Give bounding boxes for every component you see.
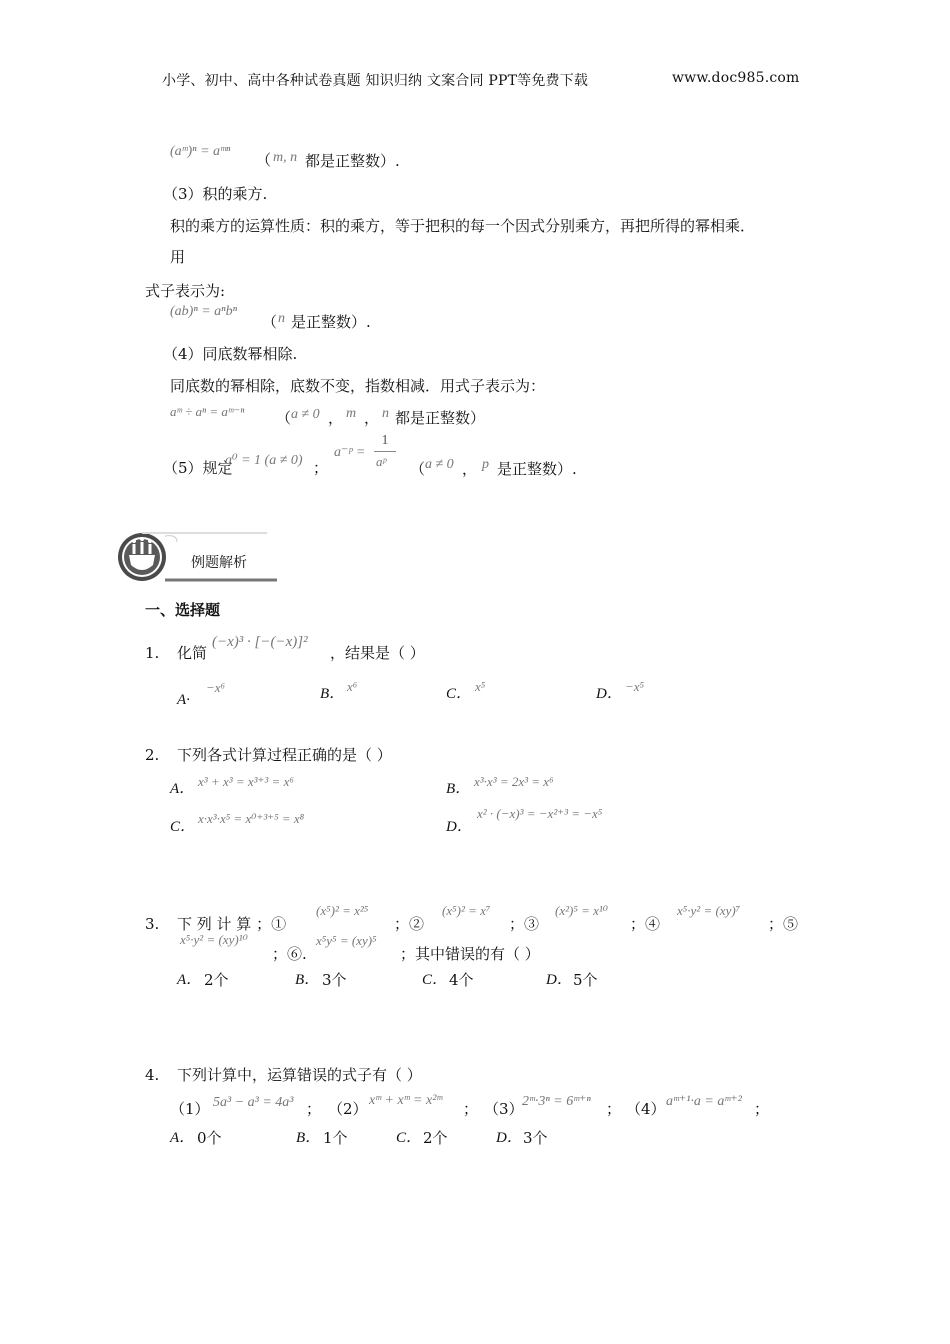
q1-option-d-value[interactable]: −x⁵ — [625, 679, 645, 694]
q4-item-2-label: （2） — [328, 1100, 368, 1118]
q2-option-d-value[interactable]: x² · (−x)³ = −x²⁺³ = −x⁵ — [477, 806, 603, 821]
q4-item-2-expression: xᵐ + xᵐ = x²ᵐ — [369, 1093, 443, 1108]
q1-option-c-value[interactable]: x⁵ — [475, 679, 486, 694]
q1-option-a-value[interactable]: −x⁶ — [206, 680, 226, 695]
product-power-description: 积的乘方的运算性质：积的乘方，等于把积的每一个因式分别乘方，再把所得的幂相乘． — [170, 217, 756, 235]
section-title: 一、选择题 — [145, 601, 221, 619]
q4-item-1-expression: 5a³ − a³ = 4a³ — [213, 1095, 294, 1110]
q3-option-a-letter[interactable]: A． — [177, 972, 202, 988]
division-sep-2: ， — [364, 409, 380, 427]
power-of-power-formula: (aᵐ)ⁿ = aᵐⁿ — [170, 144, 231, 159]
definition-fraction-bar — [374, 451, 396, 452]
q4-item-3-sep: ； — [606, 1100, 622, 1118]
definition-prefix: （5）规定 — [163, 459, 233, 477]
definition-fraction-numerator: 1 — [381, 433, 389, 448]
q1-prompt-suffix: ，结果是（ ） — [330, 644, 425, 662]
q3-sep-4: ；⑤ — [768, 915, 799, 933]
q4-item-3-expression: 2ᵐ·3ⁿ = 6ᵐ⁺ⁿ — [522, 1094, 591, 1109]
division-description: 同底数的幂相除，底数不变，指数相减．用式子表示为： — [170, 377, 546, 395]
q3-sep-2: ；③ — [509, 915, 540, 933]
q2-option-c-letter[interactable]: C． — [170, 819, 196, 835]
power-of-power-note-open: （ — [256, 151, 272, 169]
q2-number: 2. — [145, 746, 160, 764]
q4-option-b-letter[interactable]: B． — [296, 1130, 321, 1146]
header-site-link[interactable]: www.doc985.com — [672, 70, 800, 86]
division-formula: aᵐ ÷ aⁿ = aᵐ⁻ⁿ — [170, 404, 245, 419]
q4-item-1-sep: ； — [306, 1100, 322, 1118]
q1-option-b-value[interactable]: x⁶ — [347, 679, 358, 694]
q3-sep-1: ；② — [394, 915, 425, 933]
definition-cond-text: 是正整数）. — [497, 460, 577, 478]
division-cond-text: 都是正整数） — [395, 409, 486, 427]
q3-option-b-letter[interactable]: B． — [295, 972, 320, 988]
section-badge-label: 例题解析 — [191, 555, 247, 571]
q1-option-b-letter[interactable]: B． — [320, 686, 345, 702]
q3-option-a-value[interactable]: 2个 — [204, 971, 229, 989]
q3-expression-3: (x²)⁵ = x¹⁰ — [555, 903, 608, 918]
q4-number: 4. — [145, 1066, 160, 1084]
product-power-expr-label: 式子表示为: — [145, 282, 226, 300]
division-cond-n: n — [382, 406, 389, 421]
q4-prompt: 下列计算中，运算错误的式子有（ ） — [177, 1066, 422, 1084]
q3-option-c-value[interactable]: 4个 — [449, 971, 474, 989]
q3-expression-6: x⁵y⁵ = (xy)⁵ — [316, 933, 377, 948]
q4-option-d-letter[interactable]: D． — [496, 1130, 522, 1146]
q3-expression-4: x⁵·y² = (xy)⁷ — [677, 903, 741, 918]
q4-item-4-sep: ； — [754, 1100, 770, 1118]
q4-option-c-value[interactable]: 2个 — [423, 1129, 448, 1147]
q4-item-4-expression: aᵐ⁺¹·a = aᵐ⁺² — [666, 1094, 742, 1109]
q3-prompt-suffix: ；其中错误的有（ ） — [400, 945, 540, 963]
q3-expression-1: (x⁵)² = x²⁵ — [316, 903, 369, 918]
q3-number: 3. — [145, 915, 160, 933]
q4-item-1-label: （1） — [170, 1100, 210, 1118]
definition-cond-open: （ — [410, 460, 426, 478]
q2-option-d-letter[interactable]: D． — [446, 819, 472, 835]
q1-number: 1. — [145, 644, 160, 662]
q4-item-4-label: （4） — [626, 1100, 666, 1118]
q1-option-a-letter[interactable]: A· — [177, 692, 190, 708]
q3-option-b-value[interactable]: 3个 — [322, 971, 347, 989]
q3-sep-5: ；⑥. — [272, 945, 307, 963]
product-power-description-tail: 用 — [170, 248, 186, 266]
q4-option-b-value[interactable]: 1个 — [323, 1129, 348, 1147]
product-power-heading: （3）积的乘方. — [163, 185, 268, 203]
q4-option-c-letter[interactable]: C． — [396, 1130, 422, 1146]
q2-option-a-value[interactable]: x³ + x³ = x³⁺³ = x⁶ — [198, 774, 294, 789]
definition-zero-exponent: a⁰ = 1 (a ≠ 0) — [225, 453, 303, 468]
q2-option-c-value[interactable]: x·x³·x⁵ = x⁰⁺³⁺⁵ = x⁸ — [198, 811, 305, 826]
definition-sep: ， — [462, 460, 478, 478]
q3-option-d-letter[interactable]: D． — [546, 972, 572, 988]
q4-option-a-letter[interactable]: A． — [170, 1130, 195, 1146]
definition-cond-p: p — [482, 457, 489, 472]
section-badge — [117, 528, 277, 588]
product-power-formula: (ab)ⁿ = aⁿbⁿ — [170, 304, 237, 319]
q2-prompt: 下列各式计算过程正确的是（ ） — [177, 746, 392, 764]
definition-semicolon: ； — [313, 459, 329, 477]
division-cond-open: （ — [276, 409, 292, 427]
q4-option-a-value[interactable]: 0个 — [197, 1129, 222, 1147]
product-power-note-var: n — [278, 311, 285, 326]
definition-negative-lhs: a⁻ᵖ = — [334, 445, 366, 460]
division-heading: （4）同底数幂相除. — [163, 345, 298, 363]
q1-option-d-letter[interactable]: D． — [596, 686, 622, 702]
q4-option-d-value[interactable]: 3个 — [523, 1129, 548, 1147]
q3-expression-2: (x⁵)² = x⁷ — [442, 903, 491, 918]
q3-option-d-value[interactable]: 5个 — [573, 971, 598, 989]
q3-option-c-letter[interactable]: C． — [422, 972, 448, 988]
q1-option-c-letter[interactable]: C． — [446, 686, 472, 702]
power-of-power-note-vars: m, n — [273, 150, 298, 165]
q2-option-a-letter[interactable]: A． — [170, 781, 195, 797]
q2-option-b-letter[interactable]: B． — [446, 781, 471, 797]
definition-fraction-denominator: aᵖ — [376, 454, 387, 469]
q4-item-2-sep: ； — [463, 1100, 479, 1118]
header-left-text: 小学、初中、高中各种试卷真题 知识归纳 文案合同 PPT等免费下载 — [162, 73, 589, 89]
q1-prompt-prefix: 化简 — [177, 644, 208, 662]
product-power-note-open: （ — [262, 313, 278, 331]
power-of-power-note-text: 都是正整数）. — [305, 152, 400, 170]
q3-sep-3: ；④ — [630, 915, 661, 933]
division-cond-a: a ≠ 0 — [291, 407, 320, 422]
q1-expression: (−x)³ · [−(−x)]² — [212, 634, 308, 650]
q4-item-3-label: （3） — [484, 1100, 524, 1118]
division-sep-1: ， — [328, 409, 344, 427]
q3-expression-5: x⁵·y² = (xy)¹⁰ — [180, 932, 248, 947]
definition-cond-a: a ≠ 0 — [425, 457, 454, 472]
q3-prompt-prefix: 下 列 计 算 ；① — [177, 915, 287, 933]
q2-option-b-value[interactable]: x³·x³ = 2x³ = x⁶ — [474, 774, 554, 789]
division-cond-m: m — [346, 406, 357, 421]
product-power-note-text: 是正整数）. — [291, 313, 371, 331]
